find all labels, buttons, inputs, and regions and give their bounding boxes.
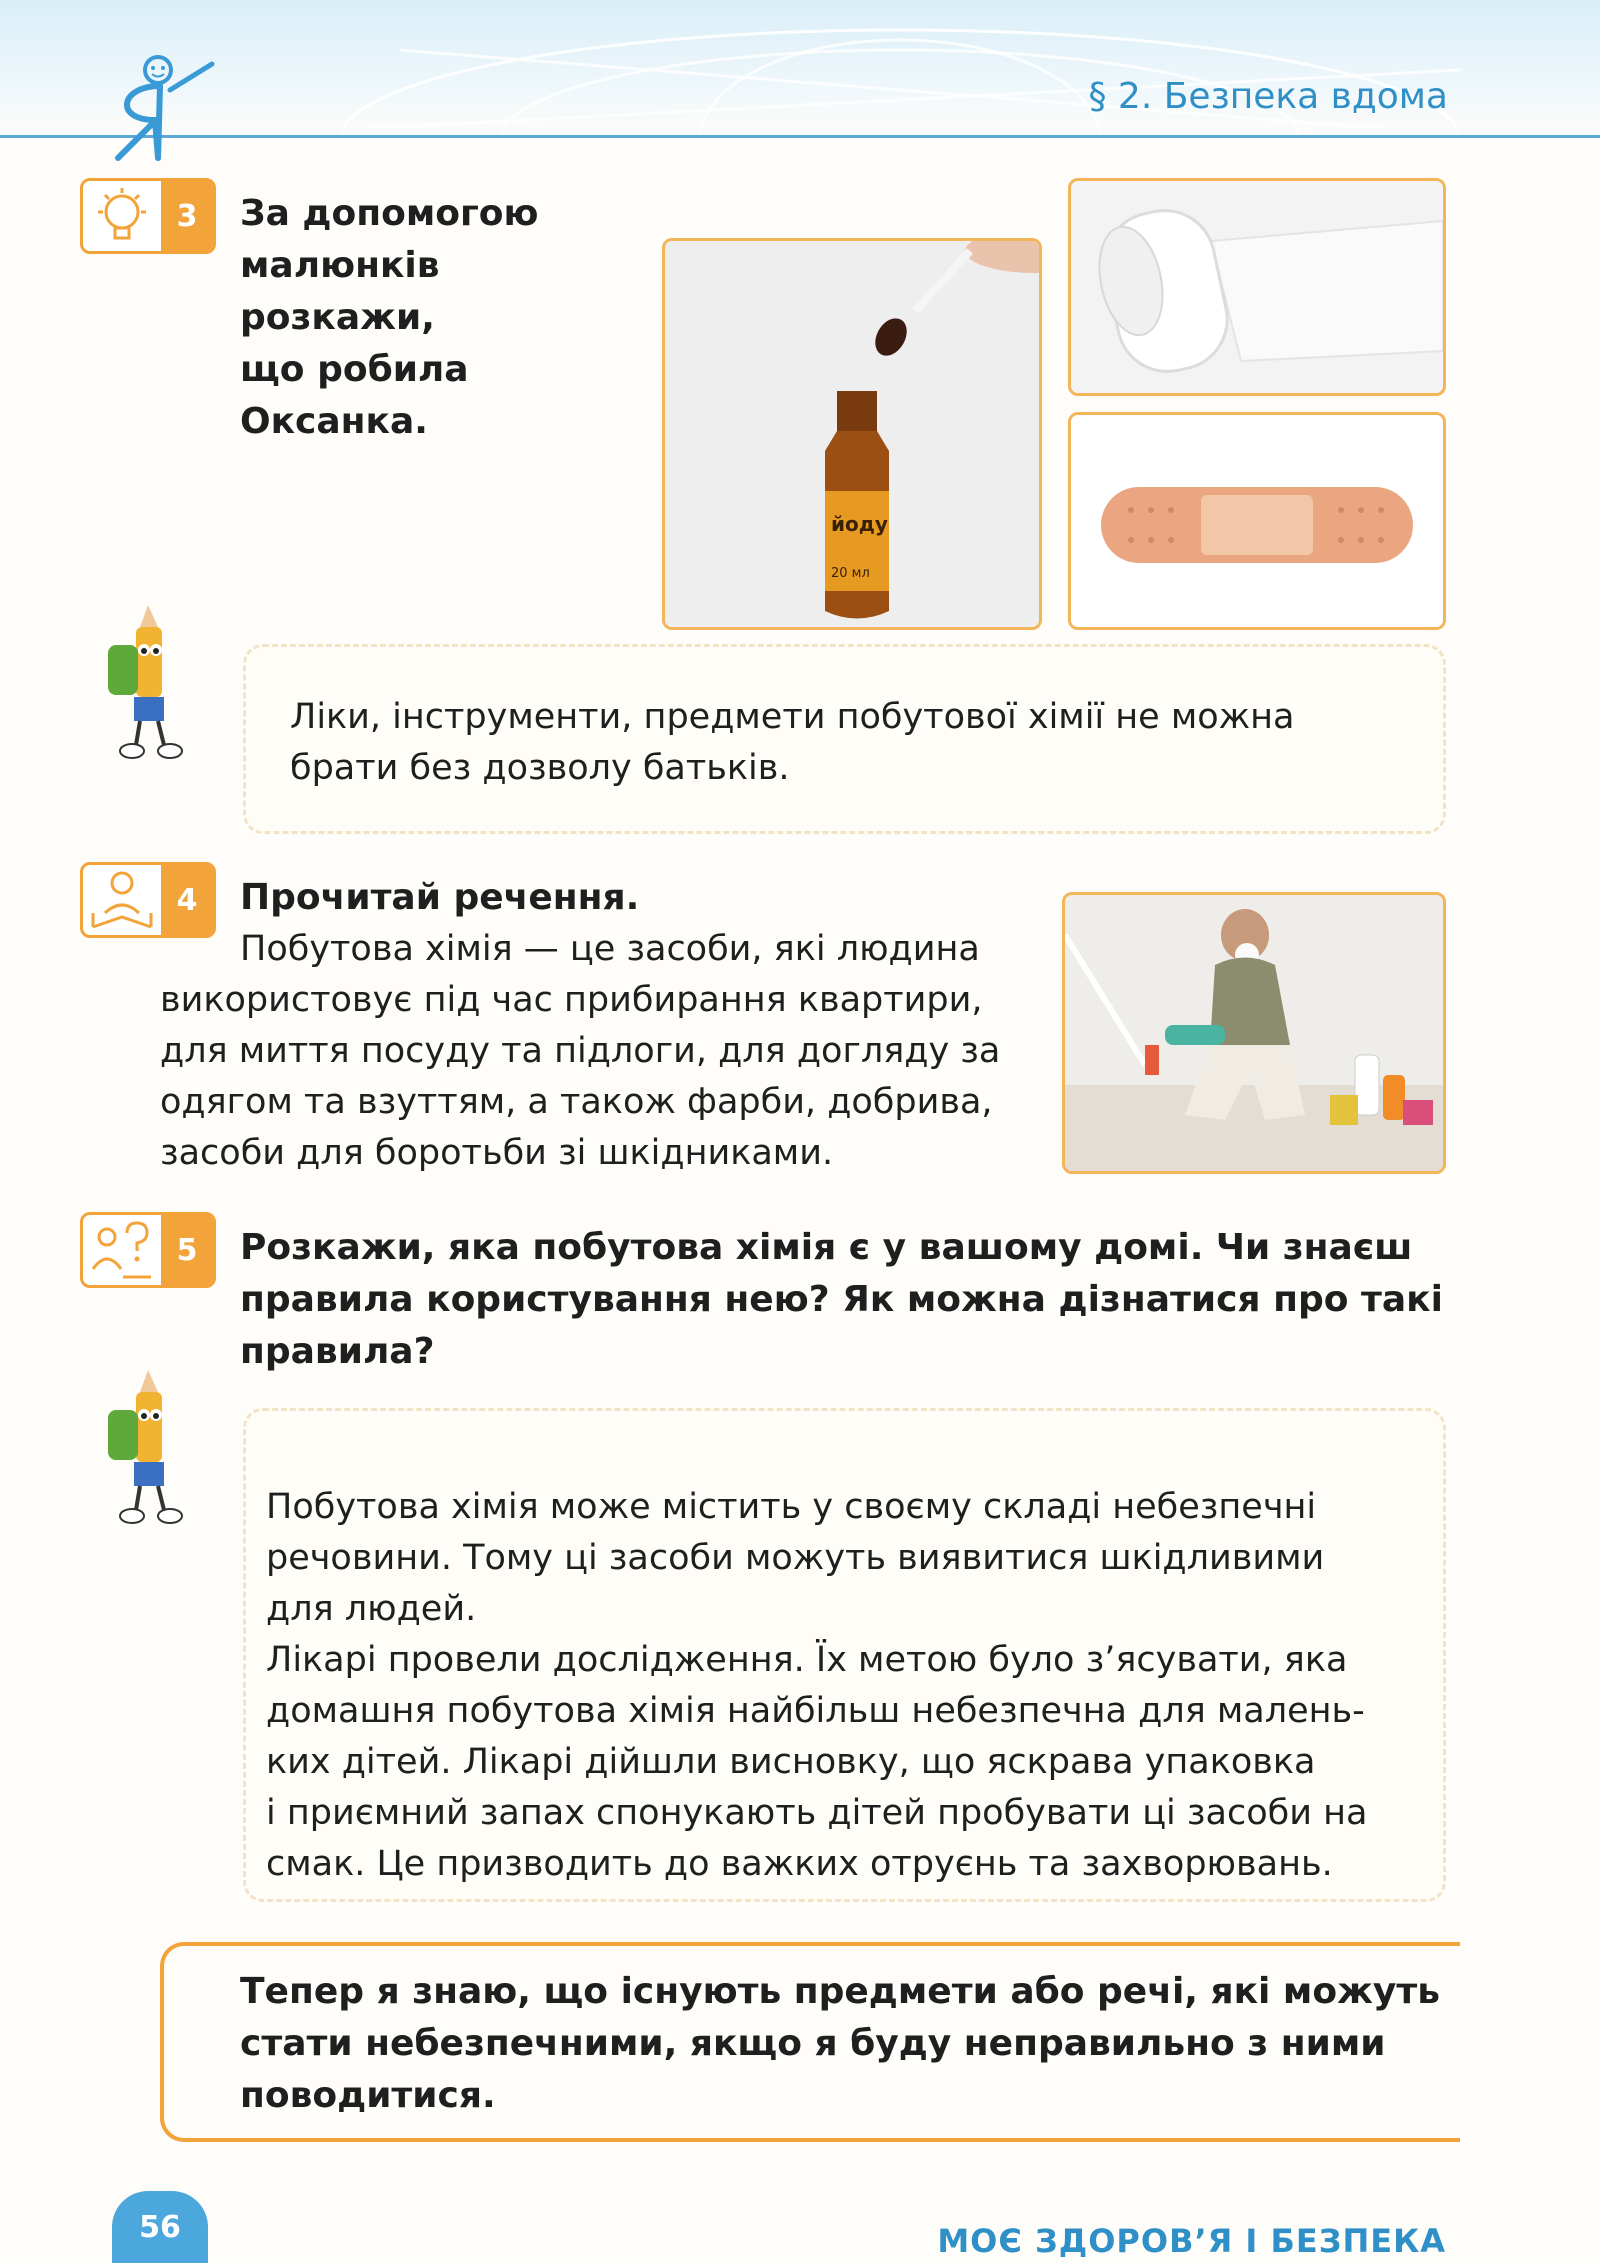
task3-line: За допомогою [240, 193, 539, 234]
conclusion-line: поводитися. [240, 2075, 496, 2116]
note1-line: Ліки, інструменти, предмети побутової хімії не можна [290, 697, 1295, 737]
note2-line: Побутова хімія може містить у своєму складі небезпечні [266, 1487, 1317, 1527]
task-number: 4 [161, 865, 213, 935]
bottle-volume-text: 20 мл [831, 566, 870, 581]
task3-line: малюнків [240, 245, 440, 286]
rule-note-text [290, 692, 1400, 794]
note2-line: для людей. [266, 1589, 477, 1629]
task5-line: Розкажи, яка побутова хімія є у вашому домі. Чи знаєш [240, 1227, 1413, 1268]
pencil-mascot-icon [100, 605, 210, 775]
bottle-label-text: йоду [831, 512, 888, 536]
plaster-photo [1068, 412, 1446, 630]
task4-line: використовує під час прибирання квартири, [160, 980, 983, 1020]
conclusion-line: стати небезпечними, якщо я буду неправильно з ними [240, 2023, 1386, 2064]
task4-title: Прочитай речення. [240, 877, 640, 918]
task3-line: що робила [240, 349, 469, 390]
task-number: 5 [161, 1215, 213, 1285]
iodine-bottle-photo [662, 238, 1042, 630]
task5-line: правила користування нею? Як можна дізнатися про такі [240, 1279, 1443, 1320]
bandage-roll-illustration [1071, 181, 1443, 393]
lightbulb-icon [92, 186, 152, 246]
task4-line: для миття посуду та підлоги, для догляду за [160, 1031, 1001, 1071]
task5-prompt [240, 1222, 1446, 1378]
task3-line: Оксанка. [240, 401, 428, 442]
task3-line: розкажи, [240, 297, 435, 338]
task-badge-3 [80, 178, 216, 254]
question-people-icon [87, 1219, 157, 1281]
reading-person-icon [87, 869, 157, 931]
task-number: 3 [161, 181, 213, 251]
footer-title: МОЄ ЗДОРОВ’Я І БЕЗПЕКА [937, 2222, 1446, 2260]
task4-line: одягом та взуттям, а також фарби, добрива, [160, 1082, 993, 1122]
pencil-mascot-icon [100, 1370, 210, 1540]
header-divider [0, 135, 1600, 138]
cleaning-woman-illustration [1065, 895, 1443, 1171]
note1-line: брати без дозволу батьків. [290, 748, 790, 788]
conclusion-line: Тепер я знаю, що існують предмети або речі, які можуть [240, 1971, 1440, 2012]
iodine-bottle-illustration [665, 241, 1039, 627]
note2-line: смак. Це призводить до важких отруєнь та захворювань. [266, 1844, 1333, 1884]
note2-line: Лікарі провели дослідження. Їх метою було з’ясувати, яка [266, 1640, 1348, 1680]
note2-line: ких дітей. Лікарі дійшли висновку, що яскрава упаковка [266, 1742, 1316, 1782]
note2-line: і приємний запах спонукають дітей пробувати ці засоби на [266, 1793, 1368, 1833]
task4-line: Побутова хімія — це засоби, які людина [240, 929, 980, 969]
info-note-text [266, 1482, 1422, 1890]
note2-line: речовини. Тому ці засоби можуть виявитися шкідливими [266, 1538, 1325, 1578]
ya-logo-icon [100, 50, 220, 165]
section-title: § 2. Безпека вдома [1088, 76, 1448, 117]
note2-line: домашня побутова хімія найбільш небезпечна для малень- [266, 1691, 1365, 1731]
task4-line: засоби для боротьби зі шкідниками. [160, 1133, 834, 1173]
plaster-illustration [1071, 415, 1443, 627]
cleaning-woman-photo [1062, 892, 1446, 1174]
task3-prompt [240, 188, 580, 448]
task5-line: правила? [240, 1331, 435, 1372]
bandage-roll-photo [1068, 178, 1446, 396]
page-number: 56 [112, 2191, 208, 2263]
task-badge-5 [80, 1212, 216, 1288]
conclusion-text [240, 1966, 1446, 2122]
task4-definition [160, 924, 1020, 1179]
